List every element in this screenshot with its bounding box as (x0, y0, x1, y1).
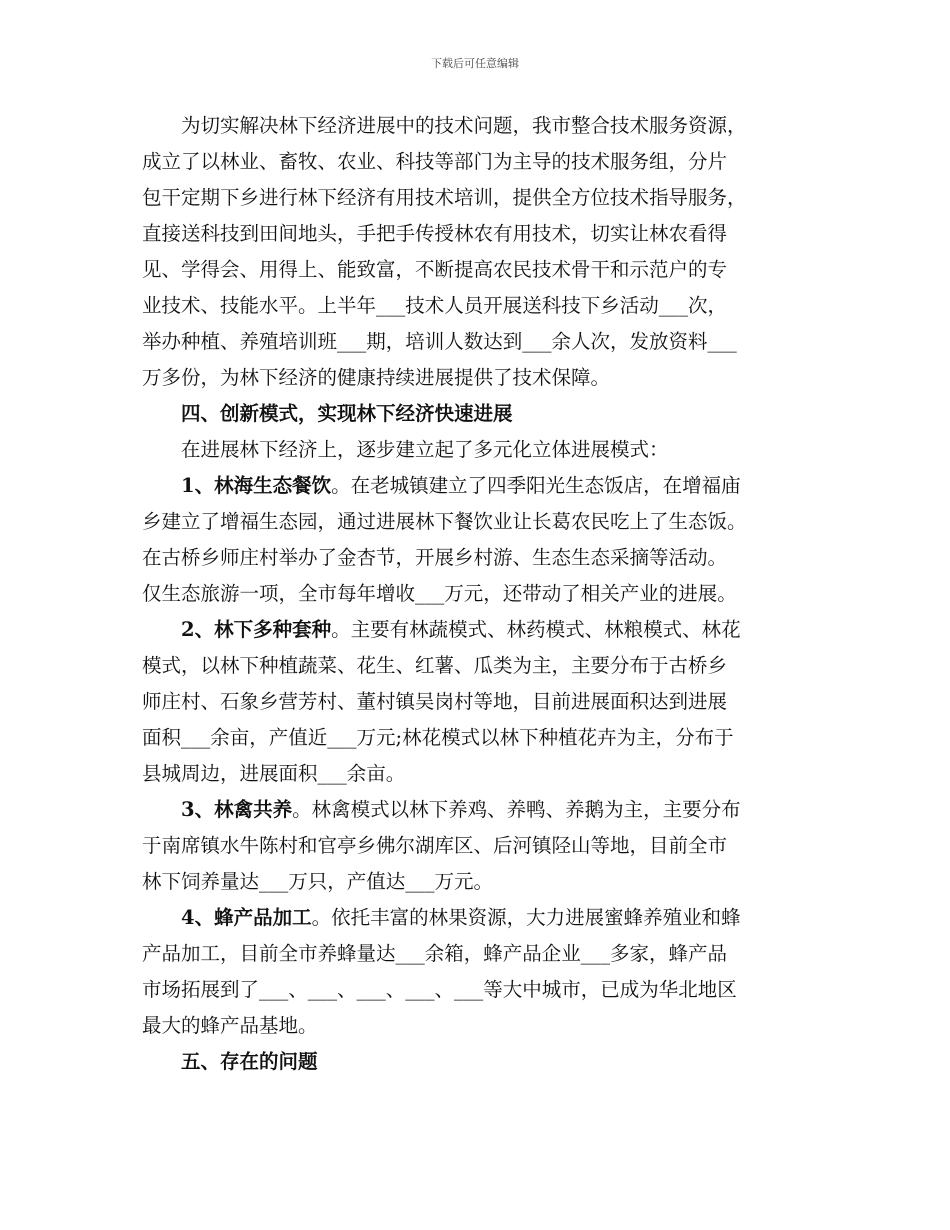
paragraph-line (142, 148, 817, 184)
paragraph-line (142, 364, 817, 400)
bold-run: 2、林下多种套种 (181, 618, 332, 641)
bold-run: 4、蜂产品加工 (181, 906, 312, 929)
paragraph-line (142, 472, 817, 508)
paragraph-line (142, 976, 817, 1012)
paragraph-line (142, 616, 817, 652)
text-run: 市场拓展到了___、___、___、___、___等大中城市，已成为华北地区 (142, 978, 737, 1001)
paragraph-line (142, 112, 817, 148)
document-body (142, 112, 817, 1084)
text-run: 直接送科技到田间地头，手把手传授林农有用技术，切实让林农看得 (142, 222, 728, 245)
paragraph-line (142, 184, 817, 220)
bold-run: 四、创新模式，实现林下经济快速进展 (181, 402, 513, 425)
paragraph-line (142, 1012, 817, 1048)
text-run: 面积___余亩，产值近___万元;林花模式以林下种植花卉为主，分布于 (142, 726, 734, 749)
paragraph-line (142, 868, 817, 904)
text-run: 乡建立了增福生态园，通过进展林下餐饮业让长葛农民吃上了生态饭。 (142, 510, 747, 533)
paragraph-line (142, 256, 817, 292)
text-run: 为切实解决林下经济进展中的技术问题，我市整合技术服务资源， (181, 114, 747, 137)
paragraph-line (142, 292, 817, 328)
text-run: 。在老城镇建立了四季阳光生态饭店，在增福庙 (331, 474, 741, 497)
text-run: 万多份，为林下经济的健康持续进展提供了技术保障。 (142, 366, 611, 389)
paragraph-line (142, 724, 817, 760)
paragraph-line (142, 688, 817, 724)
section-heading (142, 1048, 817, 1084)
text-run: 见、学得会、用得上、能致富，不断提高农民技术骨干和示范户的专 (142, 258, 728, 281)
text-run: 业技术、技能水平。上半年___技术人员开展送科技下乡活动___次， (142, 294, 728, 317)
text-run: 在进展林下经济上，逐步建立起了多元化立体进展模式： (181, 438, 669, 461)
paragraph-line (142, 544, 817, 580)
bold-run: 五、存在的问题 (181, 1050, 318, 1073)
paragraph-line (142, 832, 817, 868)
text-run: 包干定期下乡进行林下经济有用技术培训，提供全方位技术指导服务， (142, 186, 747, 209)
paragraph-line (142, 436, 817, 472)
bold-run: 3、林禽共养 (181, 798, 293, 821)
text-run: 县城周边，进展面积___余亩。 (142, 762, 406, 785)
text-run: 成立了以林业、畜牧、农业、科技等部门为主导的技术服务组，分片 (142, 150, 728, 173)
section-heading (142, 400, 817, 436)
text-run: 产品加工，目前全市养蜂量达___余箱，蜂产品企业___多家，蜂产品 (142, 942, 728, 965)
text-run: 。依托丰富的林果资源，大力进展蜜蜂养殖业和蜂 (311, 906, 741, 929)
paragraph-line (142, 940, 817, 976)
text-run: 于南席镇水牛陈村和官亭乡佛尔湖库区、后河镇陉山等地，目前全市 (142, 834, 728, 857)
text-run: 林下饲养量达___万只，产值达___万元。 (142, 870, 494, 893)
text-run: 仅生态旅游一项，全市每年增收___万元，还带动了相关产业的进展。 (142, 582, 737, 605)
bold-run: 1、林海生态餐饮 (181, 474, 332, 497)
paragraph-line (142, 760, 817, 796)
text-run: 。林禽模式以林下养鸡、养鸭、养鹅为主，主要分布 (292, 798, 741, 821)
text-run: 。主要有林蔬模式、林药模式、林粮模式、林花 (331, 618, 741, 641)
paragraph-line (142, 904, 817, 940)
text-run: 最大的蜂产品基地。 (142, 1014, 318, 1037)
text-run: 模式，以林下种植蔬菜、花生、红薯、瓜类为主，主要分布于古桥乡 (142, 654, 728, 677)
text-run: 师庄村、石象乡营芳村、董村镇吴岗村等地，目前进展面积达到进展 (142, 690, 728, 713)
text-run: 在古桥乡师庄村举办了金杏节，开展乡村游、生态生态采摘等活动。 (142, 546, 728, 569)
paragraph-line (142, 220, 817, 256)
text-run: 举办种植、养殖培训班___期，培训人数达到___余人次，发放资料___ (142, 330, 737, 353)
paragraph-line (142, 580, 817, 616)
paragraph-line (142, 796, 817, 832)
paragraph-line (142, 508, 817, 544)
paragraph-line (142, 328, 817, 364)
paragraph-line (142, 652, 817, 688)
page-header: 下载后可任意编辑 (431, 57, 519, 70)
